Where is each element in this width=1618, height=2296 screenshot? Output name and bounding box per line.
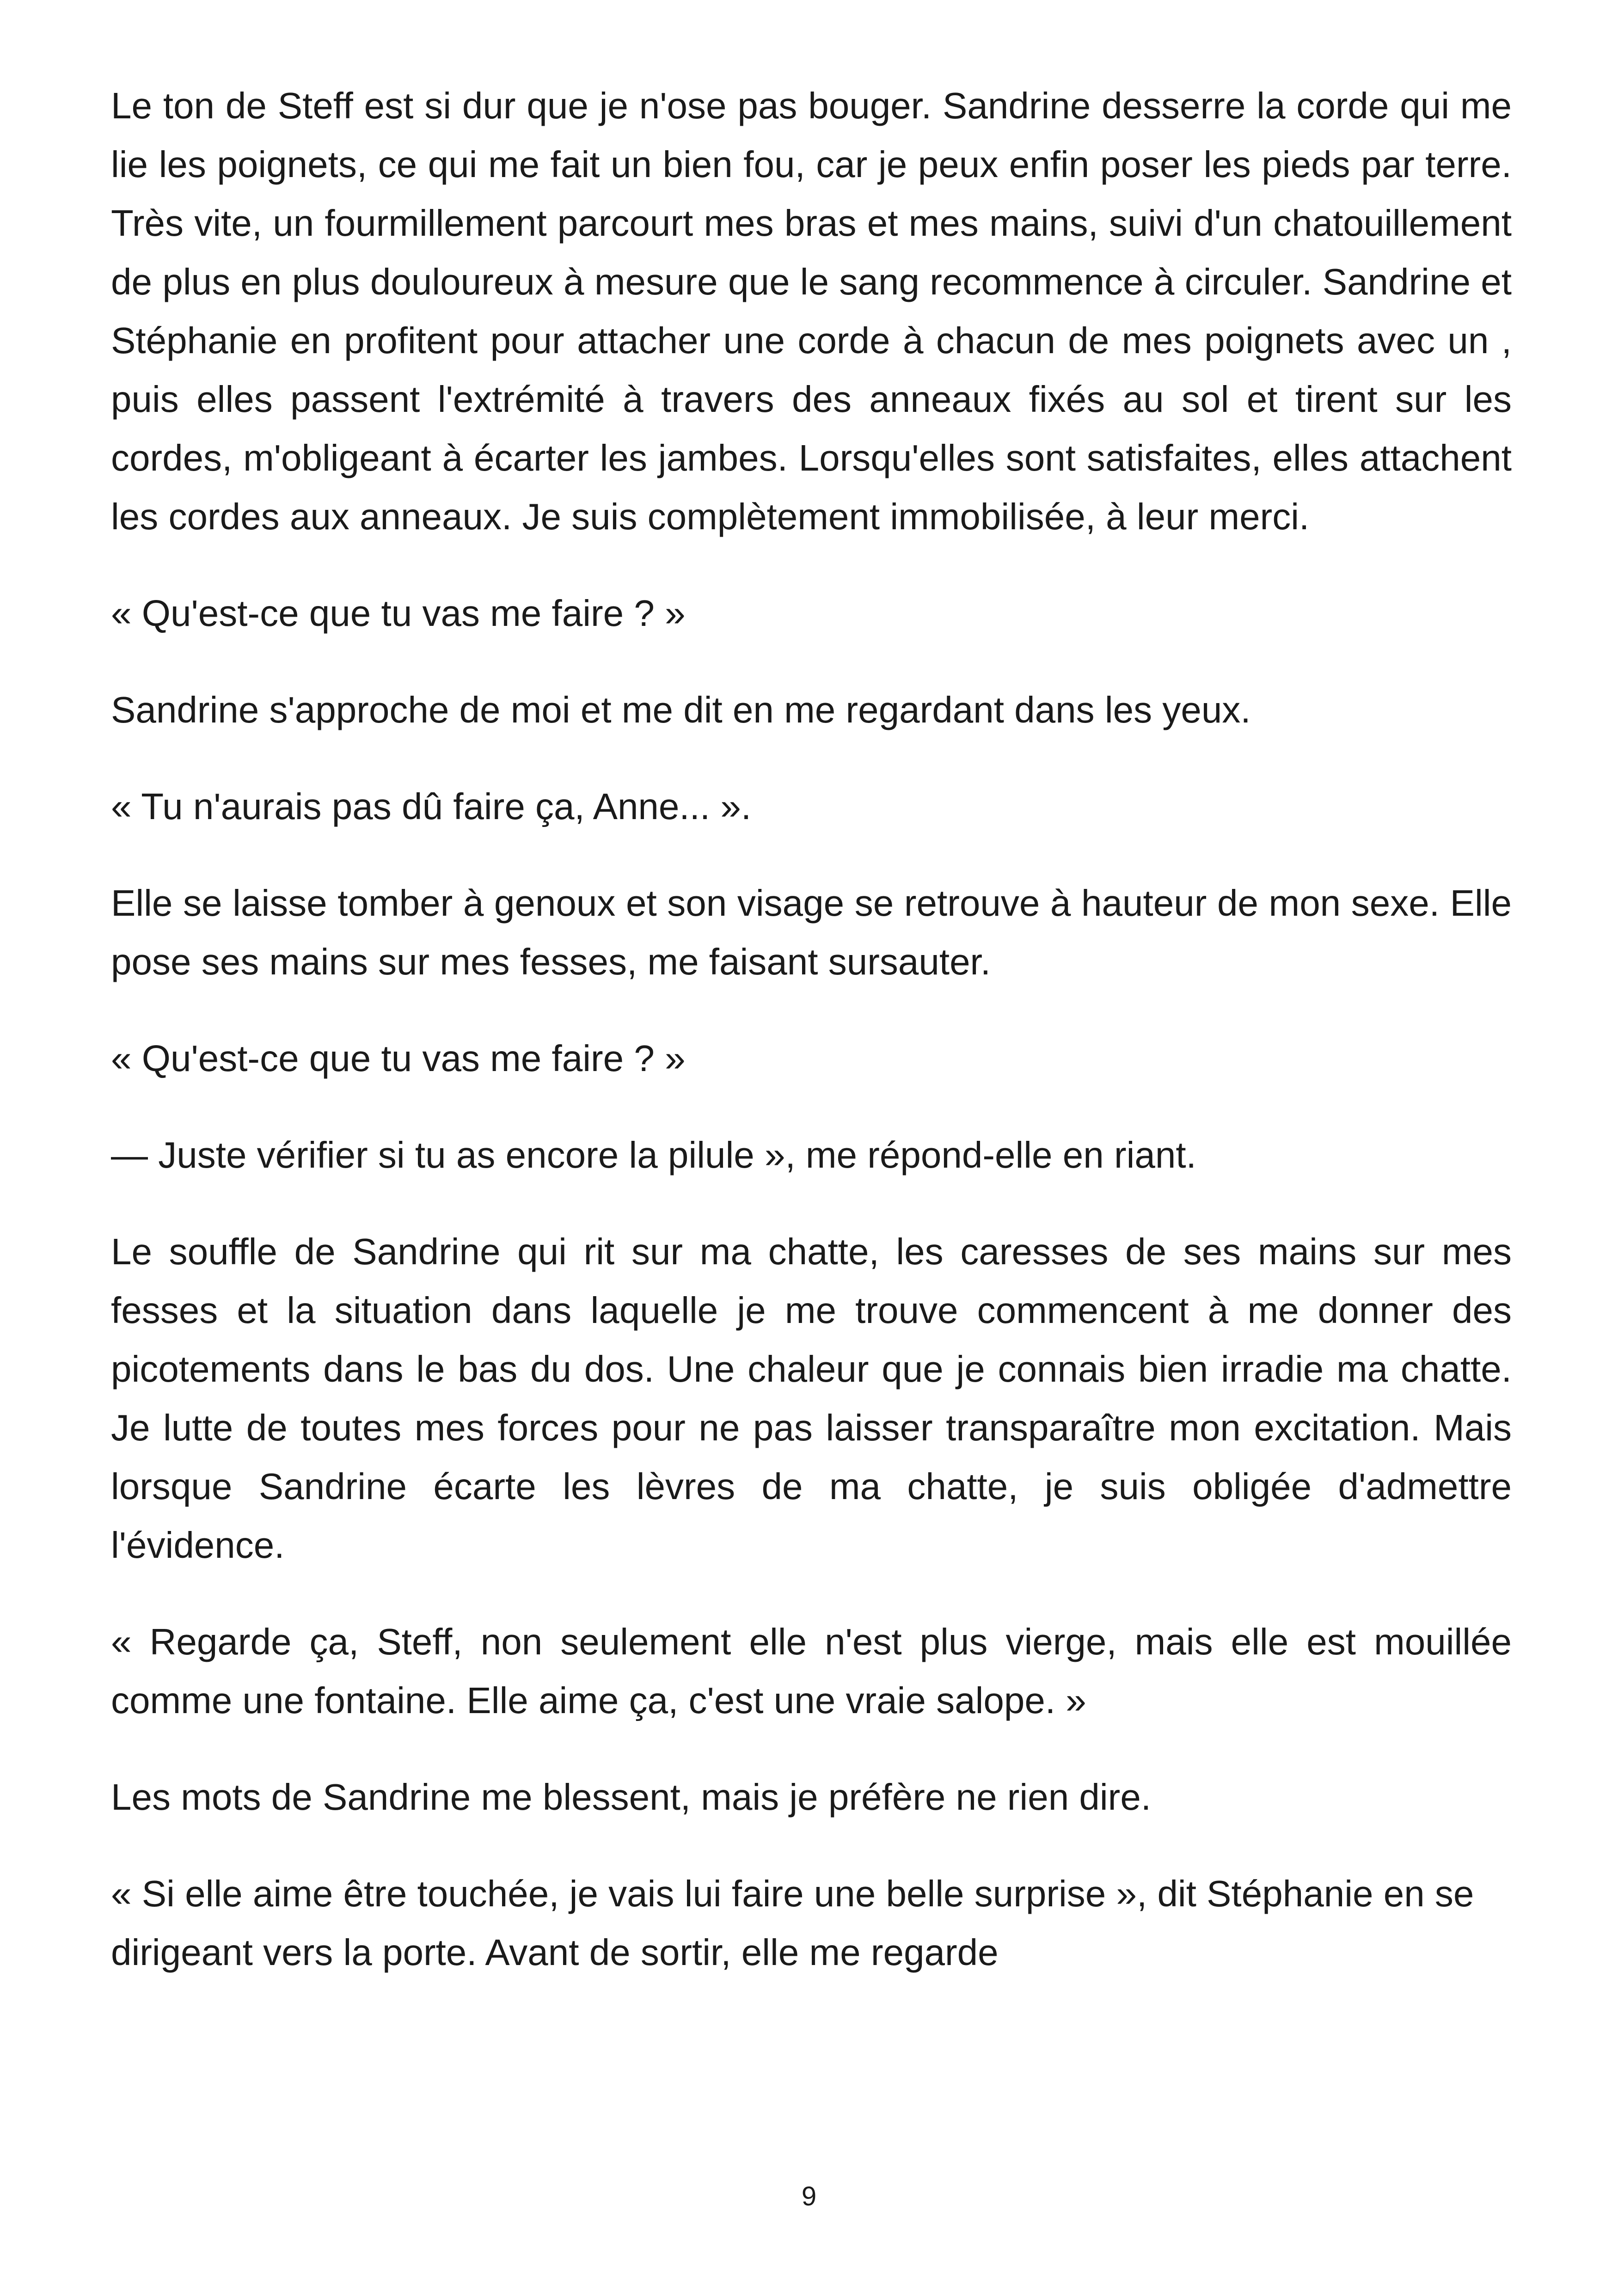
dialogue-line: « Tu n'aurais pas dû faire ça, Anne... ». bbox=[111, 786, 752, 827]
paragraph: Le souffle de Sandrine qui rit sur ma chatte, les caresses de ses mains sur mes fesses et la situation dans laquelle je me trouve commencent à me donner des picotements dans le bas du dos. Une chaleur que je connais bien irradie ma chatte. Je lutte de toutes mes forces pour ne pas laisser transparaître mon excitation. Mais lorsque Sandrine écarte les lèvres de ma chatte, je suis obligée d'admettre l'évidence. bbox=[111, 1231, 1512, 1566]
paragraph: Elle se laisse tomber à genoux et son visage se retrouve à hauteur de mon sexe. Elle pose ses mains sur mes fesses, me faisant sursauter. bbox=[111, 882, 1512, 982]
page-number: 9 bbox=[801, 2181, 817, 2211]
dialogue-line: — Juste vérifier si tu as encore la pilule », me répond-elle en riant. bbox=[111, 1134, 1196, 1176]
paragraph: Le ton de Steff est si dur que je n'ose pas bouger. Sandrine desserre la corde qui me lie les poignets, ce qui me fait un bien fou, car je peux enfin poser les pieds par terre. Très vite, un fourmillement parcourt mes bras et mes mains, suivi d'un chatouillement de plus en plus douloureux à mesure que le sang recommence à circuler. Sandrine et Stéphanie en profitent pour attacher une corde à chacun de mes poignets avec un , puis elles passent l'extrémité à travers des anneaux fixés au sol et tirent sur les cordes, m'obligeant à écarter les jambes. Lorsqu'elles sont satisfaites, elles attachent les cordes aux anneaux. Je suis complètement immobilisée, à leur merci. bbox=[111, 85, 1512, 537]
dialogue-line: « Si elle aime être touchée, je vais lui faire une belle surprise », dit Stéphanie en se dirigeant vers la porte. Avant de sortir, elle me regarde bbox=[111, 1873, 1474, 1973]
dialogue-line: « Regarde ça, Steff, non seulement elle n'est plus vierge, mais elle est mouillée comme une fontaine. Elle aime ça, c'est une vraie salope. » bbox=[111, 1621, 1512, 1721]
paragraph: Les mots de Sandrine me blessent, mais je préfère ne rien dire. bbox=[111, 1776, 1152, 1818]
body-text bbox=[111, 76, 1512, 2020]
dialogue-line: « Qu'est-ce que tu vas me faire ? » bbox=[111, 593, 686, 634]
dialogue-line: « Qu'est-ce que tu vas me faire ? » bbox=[111, 1038, 686, 1079]
paragraph: Sandrine s'approche de moi et me dit en me regardant dans les yeux. bbox=[111, 689, 1251, 730]
